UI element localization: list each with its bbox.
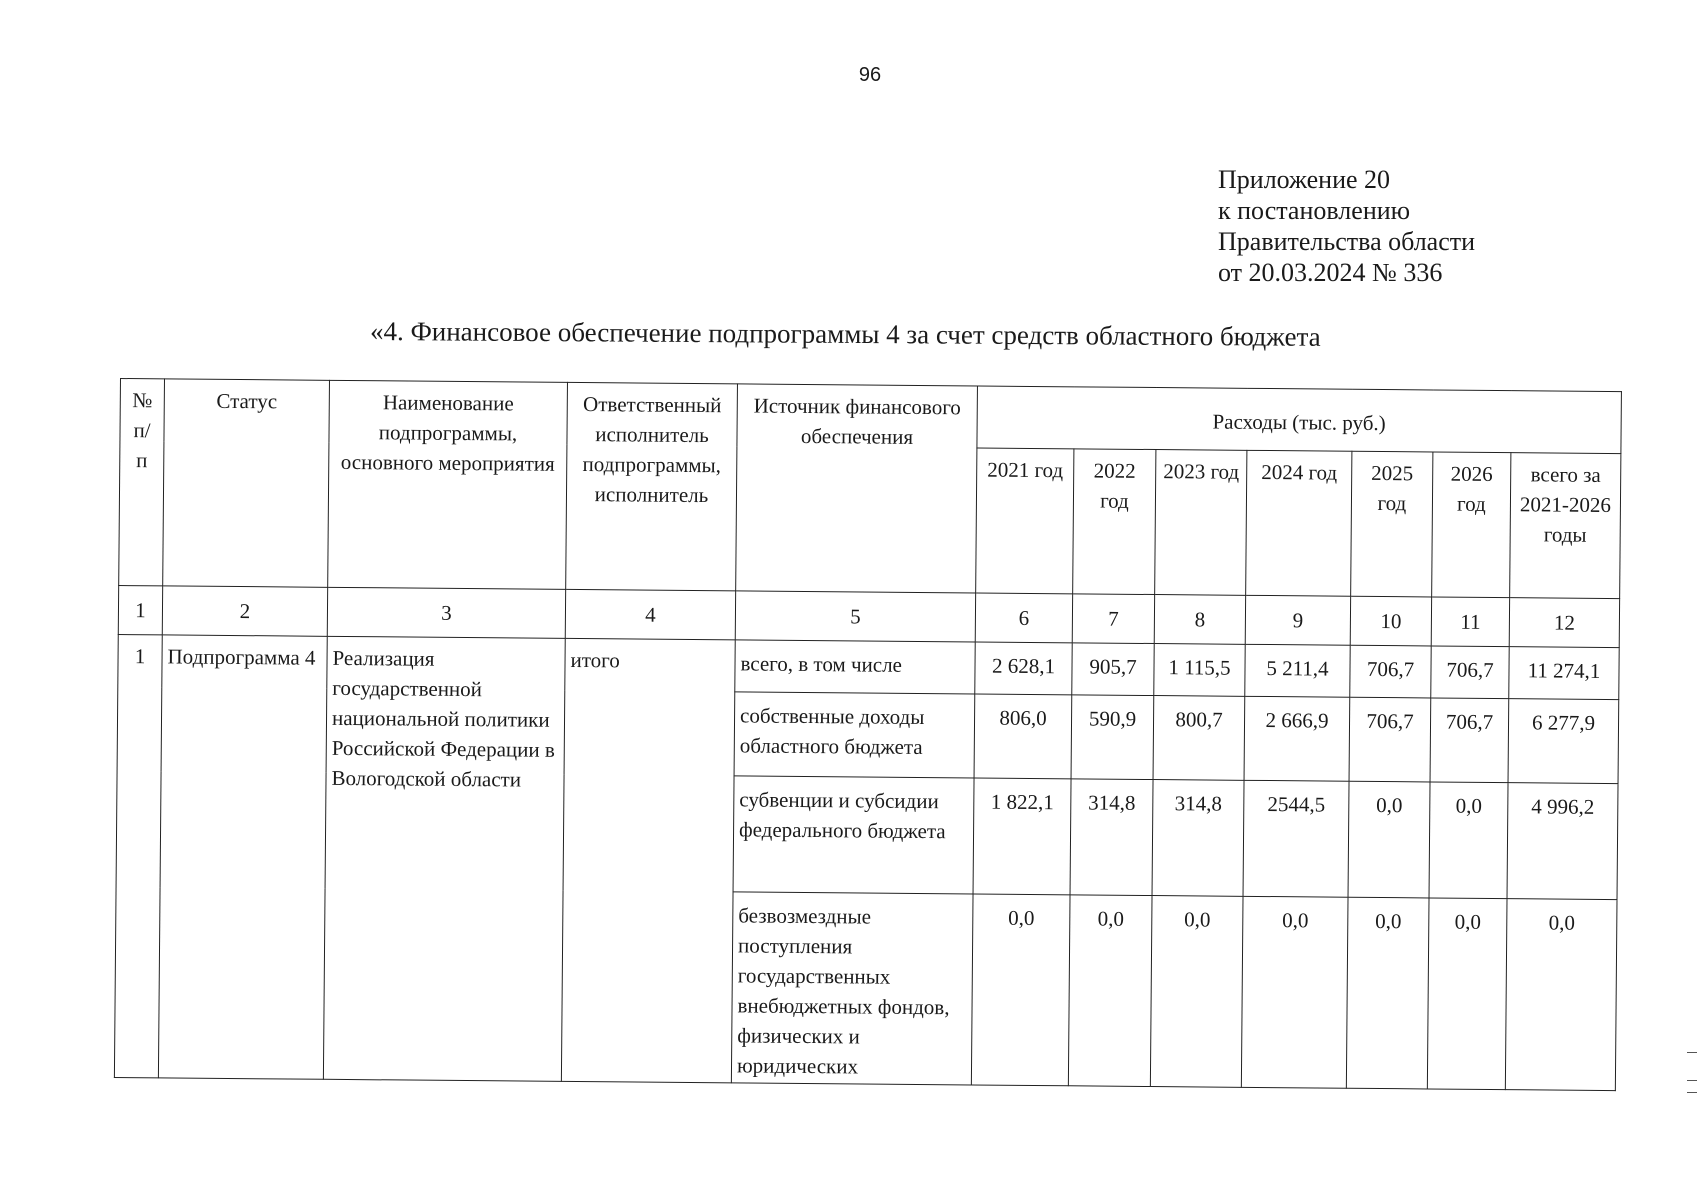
value-cell: 1 115,5 [1154, 644, 1245, 697]
value-cell: 11 274,1 [1509, 647, 1619, 700]
header-year-2021: 2021 год [976, 448, 1074, 594]
row-program-name: Реализация государственной национальной политики Российской Федерации в Вологодской области [323, 636, 565, 1081]
appendix-line-1: Приложение 20 [1218, 165, 1391, 194]
header-year-2025: 2025 год [1351, 451, 1433, 597]
header-expenses: Расходы (тыс. руб.) [977, 386, 1622, 454]
header-year-2026: 2026 год [1432, 452, 1511, 598]
column-number: 11 [1431, 597, 1509, 647]
source-total: всего, в том числе [735, 640, 975, 694]
header-responsible: Ответственный исполнитель подпрограммы, исполнитель [566, 382, 738, 590]
value-cell: 0,0 [1068, 895, 1152, 1087]
value-cell: 706,7 [1430, 698, 1509, 783]
row-status: Подпрограмма 4 [158, 635, 327, 1079]
value-cell: 314,8 [1152, 780, 1244, 897]
value-cell: 0,0 [1505, 899, 1617, 1091]
appendix-line-3: Правительства области [1218, 227, 1476, 256]
value-cell: 0,0 [1346, 897, 1429, 1089]
financing-table [114, 378, 1622, 1091]
value-cell: 0,0 [1429, 782, 1508, 899]
header-year-2024: 2024 год [1246, 450, 1352, 596]
header-no: № п/ п [119, 379, 165, 586]
column-number: 1 [118, 585, 162, 634]
value-cell: 4 996,2 [1507, 783, 1618, 900]
scan-artifact [1687, 1092, 1697, 1093]
header-source: Источник финансового обеспечения [736, 384, 978, 593]
page-number: 96 [858, 64, 882, 86]
column-number: 10 [1350, 596, 1431, 646]
source-own-revenue: собственные доходы областного бюджета [734, 692, 975, 778]
source-federal-subsidies: субвенции и субсидии федерального бюджета [733, 776, 974, 894]
document-title: «4. Финансовое обеспечение подпрограммы 4 за счет средств областного бюджета [369, 316, 1321, 352]
value-cell: 905,7 [1072, 643, 1154, 696]
appendix-line-2: к постановлению [1218, 196, 1411, 225]
appendix-block [1218, 164, 1475, 288]
value-cell: 800,7 [1153, 696, 1245, 781]
appendix-line-4: от 20.03.2024 № 336 [1218, 258, 1443, 287]
header-total: всего за 2021-2026 годы [1510, 453, 1621, 599]
value-cell: 2544,5 [1243, 780, 1349, 897]
value-cell: 0,0 [1427, 898, 1507, 1090]
source-extrabudgetary-funds: безвозмездные поступления государственных внебюджетных фондов, физических и юридических [731, 892, 973, 1085]
header-name: Наименование подпрограммы, основного мероприятия [328, 380, 568, 589]
value-cell: 5 211,4 [1245, 644, 1350, 697]
value-cell: 706,7 [1350, 645, 1431, 698]
header-status: Статус [163, 379, 330, 587]
value-cell: 706,7 [1431, 646, 1509, 699]
value-cell: 1 822,1 [973, 778, 1071, 895]
value-cell: 314,8 [1070, 779, 1153, 896]
value-cell: 0,0 [1348, 781, 1430, 898]
value-cell: 0,0 [971, 894, 1070, 1086]
column-number: 5 [735, 591, 975, 642]
column-number: 8 [1154, 595, 1245, 645]
column-number: 6 [975, 593, 1072, 643]
value-cell: 6 277,9 [1508, 699, 1619, 784]
header-year-2022: 2022 год [1073, 449, 1156, 595]
scan-artifact [1687, 1052, 1697, 1053]
column-number: 3 [327, 587, 565, 638]
value-cell: 2 628,1 [975, 642, 1072, 695]
column-number: 12 [1509, 598, 1619, 648]
column-number: 4 [565, 589, 735, 639]
value-cell: 806,0 [974, 694, 1072, 779]
value-cell: 590,9 [1071, 695, 1154, 780]
scan-artifact [1687, 1080, 1697, 1081]
header-year-2023: 2023 год [1155, 450, 1247, 596]
column-number: 7 [1072, 594, 1154, 644]
value-cell: 0,0 [1241, 896, 1348, 1088]
value-cell: 706,7 [1349, 697, 1431, 782]
value-cell: 2 666,9 [1244, 696, 1350, 781]
column-number: 9 [1245, 595, 1350, 645]
row-responsible: итого [561, 638, 735, 1082]
value-cell: 0,0 [1150, 896, 1243, 1088]
row-number: 1 [114, 634, 162, 1077]
column-number: 2 [162, 586, 327, 636]
